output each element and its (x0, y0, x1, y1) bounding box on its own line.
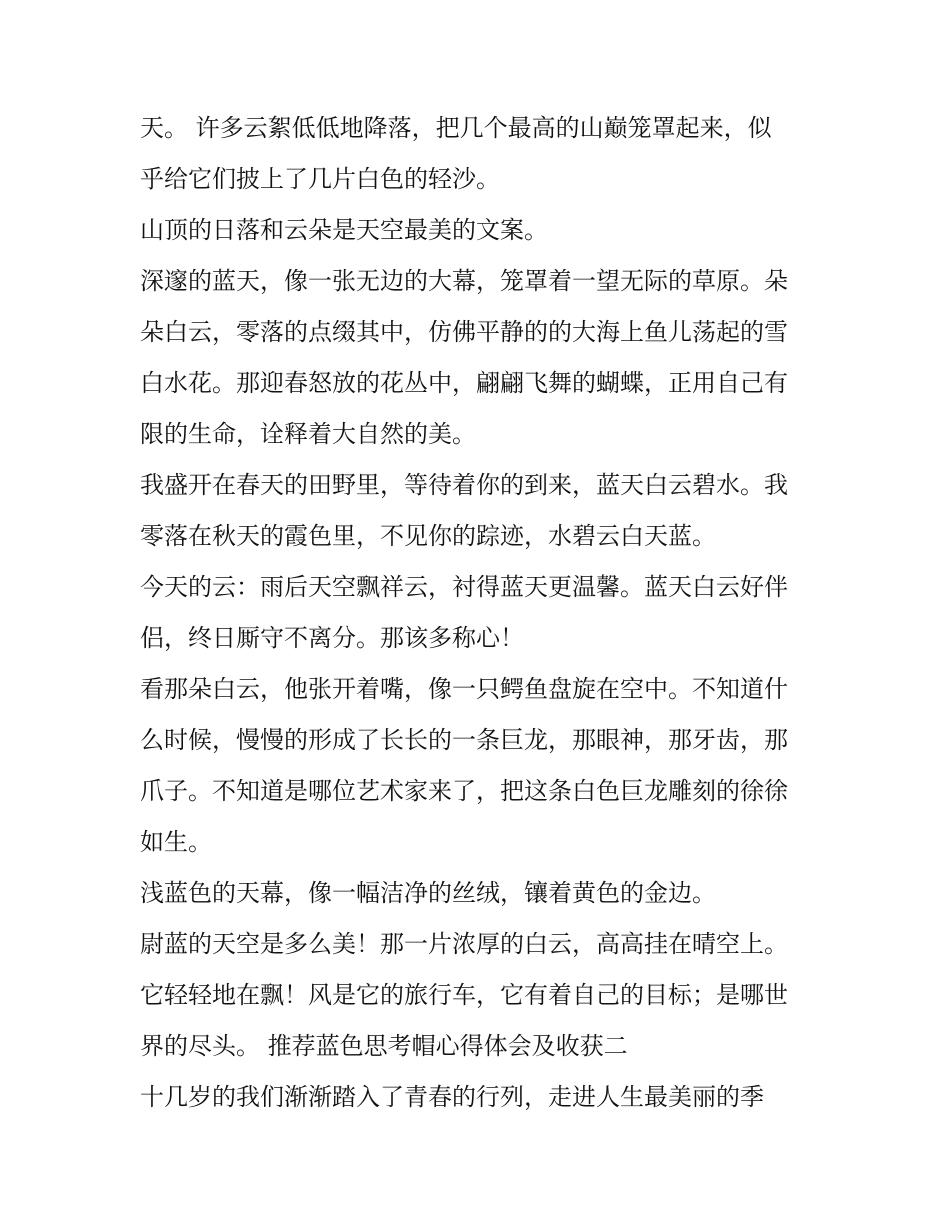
text-line-16: 浅蓝色的天幕，像一幅洁净的丝绒，镶着黄色的金边。 (140, 879, 716, 907)
text-line-13: 么时候，慢慢的形成了长长的一条巨龙，那眼神，那牙齿，那 (140, 726, 788, 754)
text-line-19: 界的尽头。 推荐蓝色思考帽心得体会及收获二 (140, 1032, 628, 1060)
text-line-4: 深邃的蓝天，像一张无边的大幕，笼罩着一望无际的草原。朵 (140, 267, 788, 295)
text-line-17: 尉蓝的天空是多么美！那一片浓厚的白云，高高挂在晴空上。 (140, 930, 788, 958)
text-line-7: 限的生命，诠释着大自然的美。 (140, 420, 476, 448)
text-line-15: 如生。 (140, 828, 212, 856)
text-line-20: 十几岁的我们渐渐踏入了青春的行列，走进人生最美丽的季 (140, 1083, 764, 1111)
text-line-2: 乎给它们披上了几片白色的轻沙。 (140, 165, 500, 193)
text-line-12: 看那朵白云，他张开着嘴，像一只鳄鱼盘旋在空中。不知道什 (140, 675, 788, 703)
text-line-18: 它轻轻地在飘！风是它的旅行车，它有着自己的目标；是哪世 (140, 981, 788, 1009)
text-line-1: 天。 许多云絮低低地降落，把几个最高的山巅笼罩起来，似 (140, 114, 772, 142)
text-line-11: 侣，终日厮守不离分。那该多称心！ (140, 624, 524, 652)
text-line-10: 今天的云：雨后天空飘祥云，衬得蓝天更温馨。蓝天白云好伴 (140, 573, 788, 601)
text-line-3: 山顶的日落和云朵是天空最美的文案。 (140, 216, 548, 244)
text-line-5: 朵白云，零落的点缀其中，仿佛平静的的大海上鱼儿荡起的雪 (140, 318, 788, 346)
text-line-8: 我盛开在春天的田野里，等待着你的到来，蓝天白云碧水。我 (140, 471, 788, 499)
text-line-14: 爪子。不知道是哪位艺术家来了，把这条白色巨龙雕刻的徐徐 (140, 777, 788, 805)
text-line-9: 零落在秋天的霞色里，不见你的踪迹，水碧云白天蓝。 (140, 522, 716, 550)
text-line-6: 白水花。那迎春怒放的花丛中，翩翩飞舞的蝴蝶，正用自己有 (140, 369, 788, 397)
